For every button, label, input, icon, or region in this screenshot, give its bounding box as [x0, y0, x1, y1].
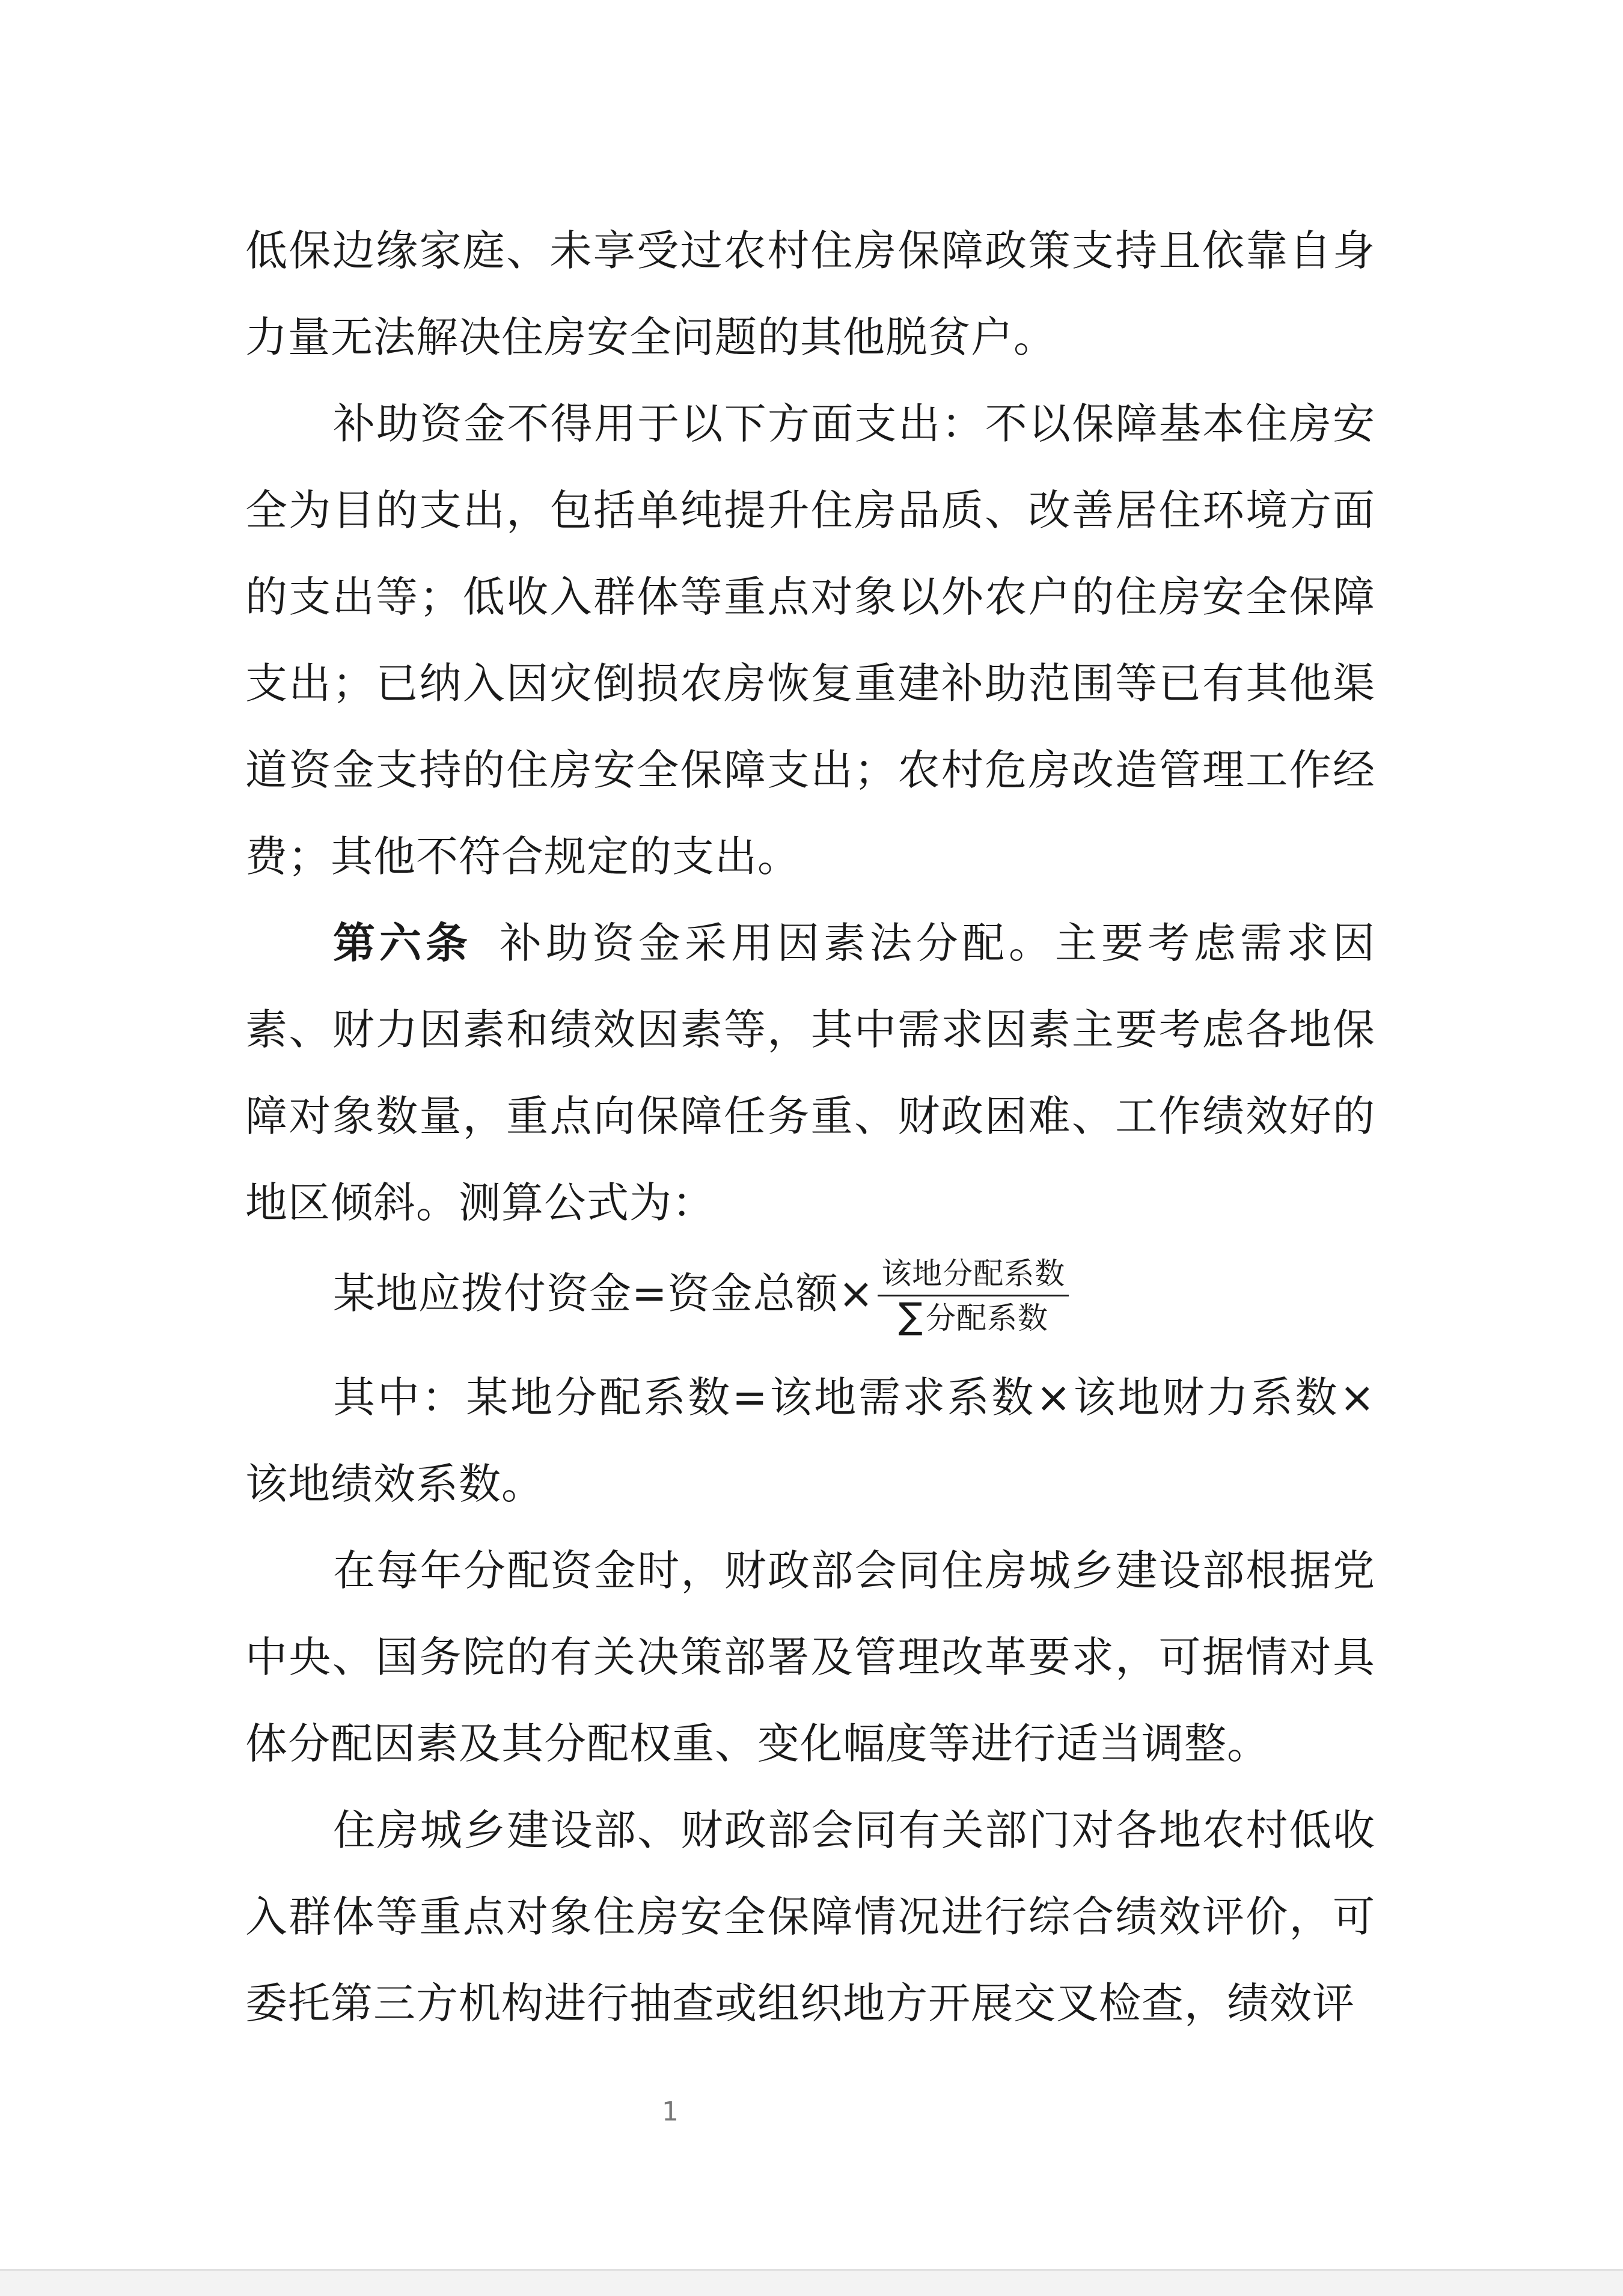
paragraph-text: 补助资金采用因素法分配。主要考虑需求因素、财力因素和绩效因素等，其中需求因素主要考虑各地保障对象数量，重点向保障任务重、财政困难、工作绩效好的地区倾斜。测算公式为： — [245, 918, 1375, 1227]
paragraph-text: 补助资金不得用于以下方面支出：不以保障基本住房安全为目的支出，包括单纯提升住房品质、改善居住环境方面的支出等；低收入群体等重点对象以外农户的住房安全保障支出；已纳入因灾倒损农房恢复重建补助范围等已有其他渠道资金支持的住房安全保障支出；农村危房改造管理工作经费；其他不符合规定的支出。 — [245, 399, 1375, 881]
paragraph-article-six — [245, 900, 1375, 1246]
document-body — [245, 207, 1375, 2047]
article-heading: 第六条 — [333, 918, 472, 968]
paragraph-annual-adjustment — [245, 1527, 1375, 1787]
paragraph-subsidy-exclusions — [245, 380, 1375, 900]
formula-fraction — [878, 1255, 1069, 1337]
paragraph-text: 其中：某地分配系数=该地需求系数×该地财力系数×该地绩效系数。 — [245, 1373, 1375, 1509]
paragraph-performance-evaluation — [245, 1787, 1375, 2047]
paragraph-continuation — [245, 207, 1375, 380]
formula-lhs: 某地应拨付资金=资金总额× — [333, 1269, 875, 1318]
sigma-symbol: ∑ — [898, 1295, 924, 1337]
paragraph-text: 低保边缘家庭、未享受过农村住房保障政策支持且依靠自身力量无法解决住房安全问题的其他脱贫户。 — [245, 226, 1375, 362]
formula-numerator: 该地分配系数 — [878, 1255, 1069, 1296]
formula-denominator: 分配系数 — [926, 1301, 1049, 1336]
allocation-formula — [245, 1246, 1375, 1341]
formula-denominator-group — [899, 1296, 1048, 1337]
page-bottom-strip — [0, 2271, 1623, 2296]
paragraph-text: 在每年分配资金时，财政部会同住房城乡建设部根据党中央、国务院的有关决策部署及管理改革要求，可据情对具体分配因素及其分配权重、变化幅度等进行适当调整。 — [245, 1546, 1375, 1768]
paragraph-coefficient-definition — [245, 1354, 1375, 1527]
paragraph-text: 住房城乡建设部、财政部会同有关部门对各地农村低收入群体等重点对象住房安全保障情况进行综合绩效评价，可委托第三方机构进行抽查或组织地方开展交叉检查，绩效评 — [245, 1806, 1375, 2028]
page-number: 1 — [662, 2096, 679, 2127]
